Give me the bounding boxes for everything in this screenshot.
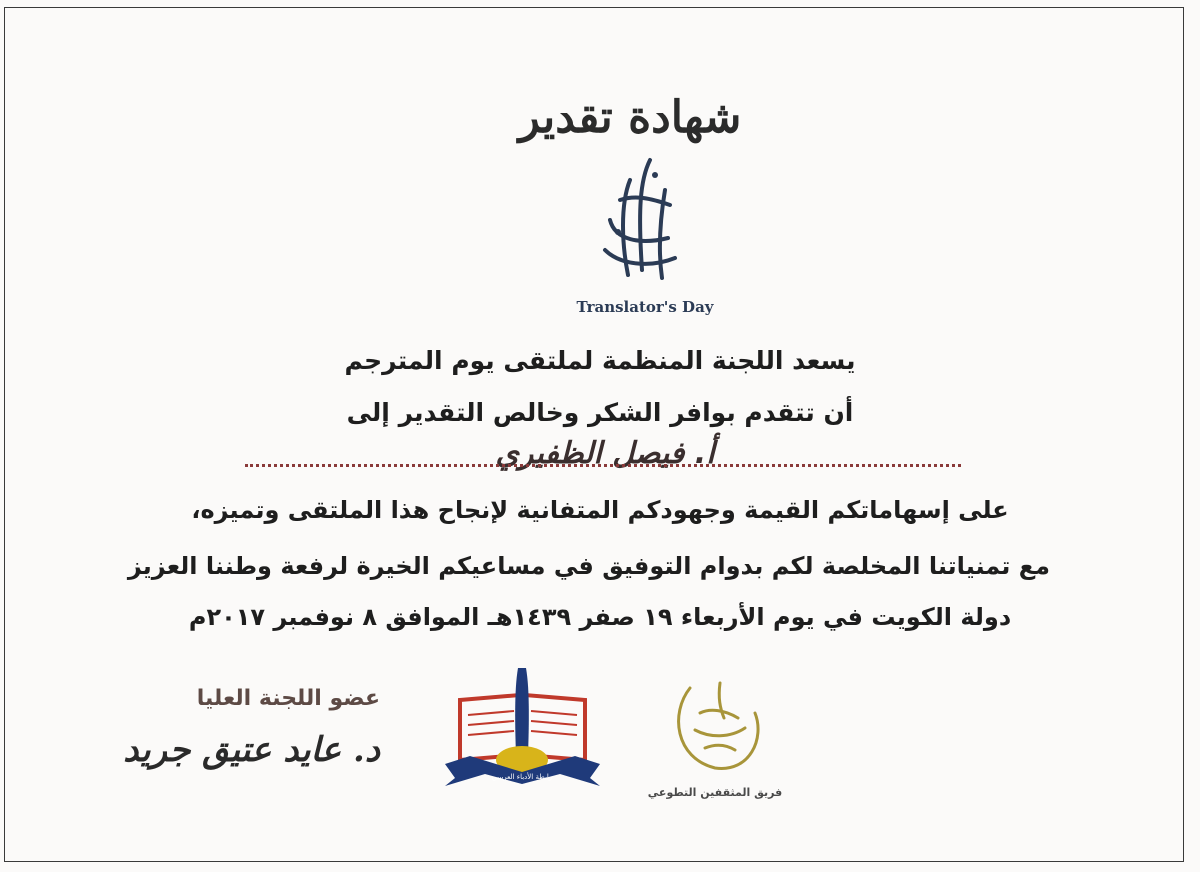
thanks-line: أن تتقدم بوافر الشكر وخالص التقدير إلى <box>346 398 854 427</box>
emblem-ribbon-text: رابطة الأدباء العربيين <box>491 773 553 781</box>
translators-day-calligraphy-logo-icon <box>580 150 690 290</box>
recipient-dotted-line <box>245 464 961 467</box>
logo-caption: Translator's Day <box>576 298 714 316</box>
date-line: دولة الكويت في يوم الأربعاء ١٩ صفر ١٤٣٩هـ الموافق ٨ نوفمبر ٢٠١٧م <box>188 603 1012 631</box>
arab-writers-league-emblem-icon <box>440 660 605 790</box>
certificate-title: شهادة تقدير <box>518 92 742 143</box>
muthaqqafin-team-logo-icon <box>660 668 770 788</box>
volunteer-team-caption: فريق المثقفين التطوعي <box>647 786 783 799</box>
wishes-line: مع تمنياتنا المخلصة لكم بدوام التوفيق في مساعيكم الخيرة لرفعة وطننا العزيز <box>127 552 1050 580</box>
signatory-name: د. عايد عتيق جريد <box>123 730 380 770</box>
recipient-name: أ. فيصل الظفيري <box>495 436 715 471</box>
reason-line: على إسهاماتكم القيمة وجهودكم المتفانية لإنجاح هذا الملتقى وتميزه، <box>191 496 1009 524</box>
intro-line: يسعد اللجنة المنظمة لملتقى يوم المترجم <box>344 346 856 375</box>
signatory-role: عضو اللجنة العليا <box>196 686 380 711</box>
